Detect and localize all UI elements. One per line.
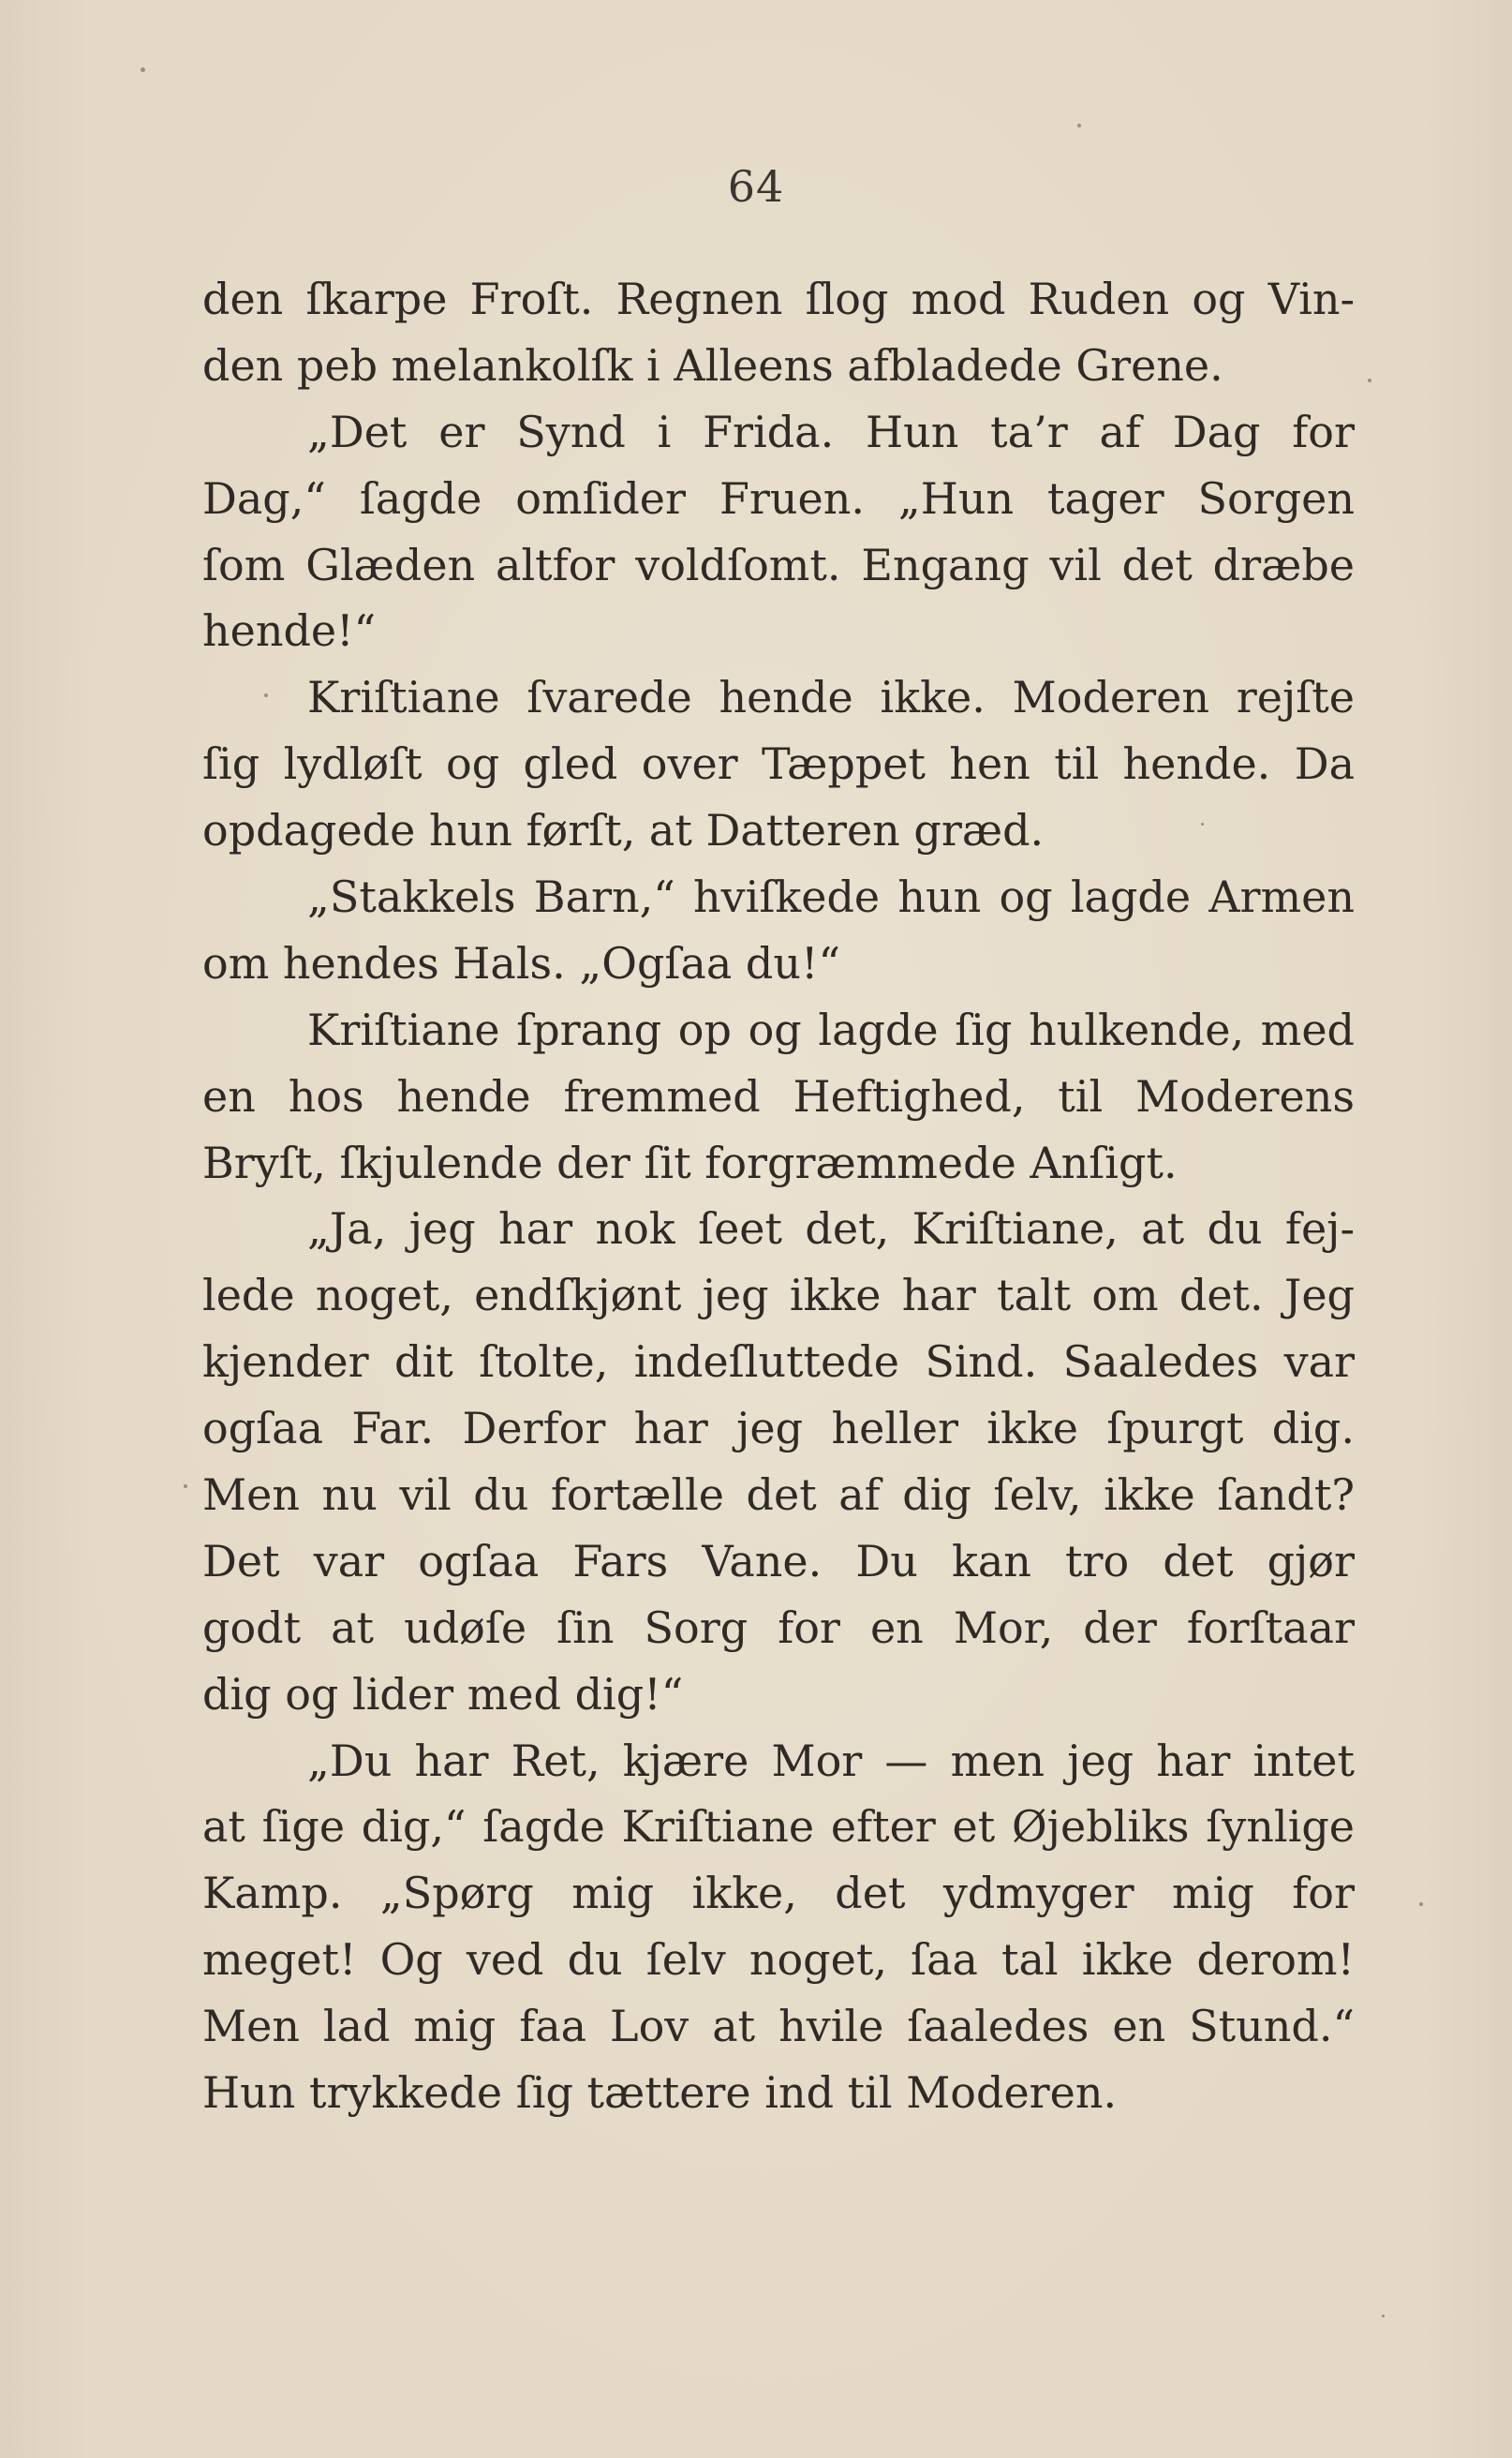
text-line: Kamp. „Spørg mig ikke, det ydmyger mig for [202,1868,1355,1919]
text-line: godt at udøſe ſin Sorg for en Mor, der forſtaar [202,1601,1355,1653]
text-line: at ſige dig,“ ſagde Kriſtiane efter et Øjebliks ſynlige [202,1801,1355,1853]
text-line: meget! Og ved du ſelv noget, ſaa tal ikke derom! [202,1934,1355,1986]
text-line: Hun trykkede ſig tættere ind til Moderen. [202,2067,1118,2119]
paper-speck [1419,1902,1423,1906]
text-line: Kriſtiane ſvarede hende ikke. Moderen rejſte [307,672,1355,723]
page-number: 64 [727,161,785,212]
paper-speck [141,67,145,72]
text-line: lede noget, endſkjønt jeg ikke har talt om det. Jeg [202,1270,1355,1321]
text-line: „Du har Ret, kjære Mor — men jeg har intet [307,1735,1355,1786]
text-line: ogſaa Far. Derfor har jeg heller ikke ſpurgt dig. [202,1403,1355,1454]
text-line: opdagede hun førſt, at Datteren græd. [202,805,1045,857]
text-line: „Stakkels Barn,“ hviſkede hun og lagde Armen [307,871,1355,923]
text-line: Dag,“ ſagde omſider Fruen. „Hun tager Sorgen [202,472,1355,524]
text-line: kjender dit ſtolte, indeſluttede Sind. Saaledes var [202,1336,1355,1388]
text-line: den ſkarpe Froſt. Regnen ſlog mod Ruden og Vin- [202,274,1355,324]
text-line: „Ja, jeg har nok ſeet det, Kriſtiane, at du fej- [307,1203,1355,1255]
paper-speck [1201,823,1204,826]
text-line: hende!“ [202,605,377,657]
text-line: ſig lydløſt og gled over Tæppet hen til hende. Da [202,738,1355,790]
paper-speck [264,693,268,697]
text-line: Det var ogſaa Fars Vane. Du kan tro det gjør [202,1535,1355,1587]
text-line: dig og lider med dig!“ [202,1668,684,1720]
text-line: ſom Glæden altfor voldſomt. Engang vil det dræbe [202,539,1355,590]
text-line: den peb melankolſk i Alleens afbladede Grene. [202,339,1223,391]
text-line: „Det er Synd i Frida. Hun ta’r af Dag for [307,406,1355,457]
paper-speck [1368,379,1371,382]
text-line: Men lad mig faa Lov at hvile ſaaledes en Stund.“ [202,2001,1355,2052]
text-line: Kriſtiane ſprang op og lagde ſig hulkende, med [307,1004,1355,1055]
text-line: om hendes Hals. „Ogſaa du!“ [202,937,840,989]
paper-speck [184,1484,187,1488]
text-line: en hos hende fremmed Heftighed, til Moderens [202,1070,1355,1122]
text-line: Bryſt, ſkjulende der ſit forgræmmede Anſigt. [202,1137,1178,1188]
body-text [202,266,1355,2126]
text-line: Men nu vil du fortælle det af dig ſelv, ikke ſandt? [202,1469,1355,1521]
paper-speck [1382,2315,1385,2317]
paper-speck [1077,124,1081,127]
